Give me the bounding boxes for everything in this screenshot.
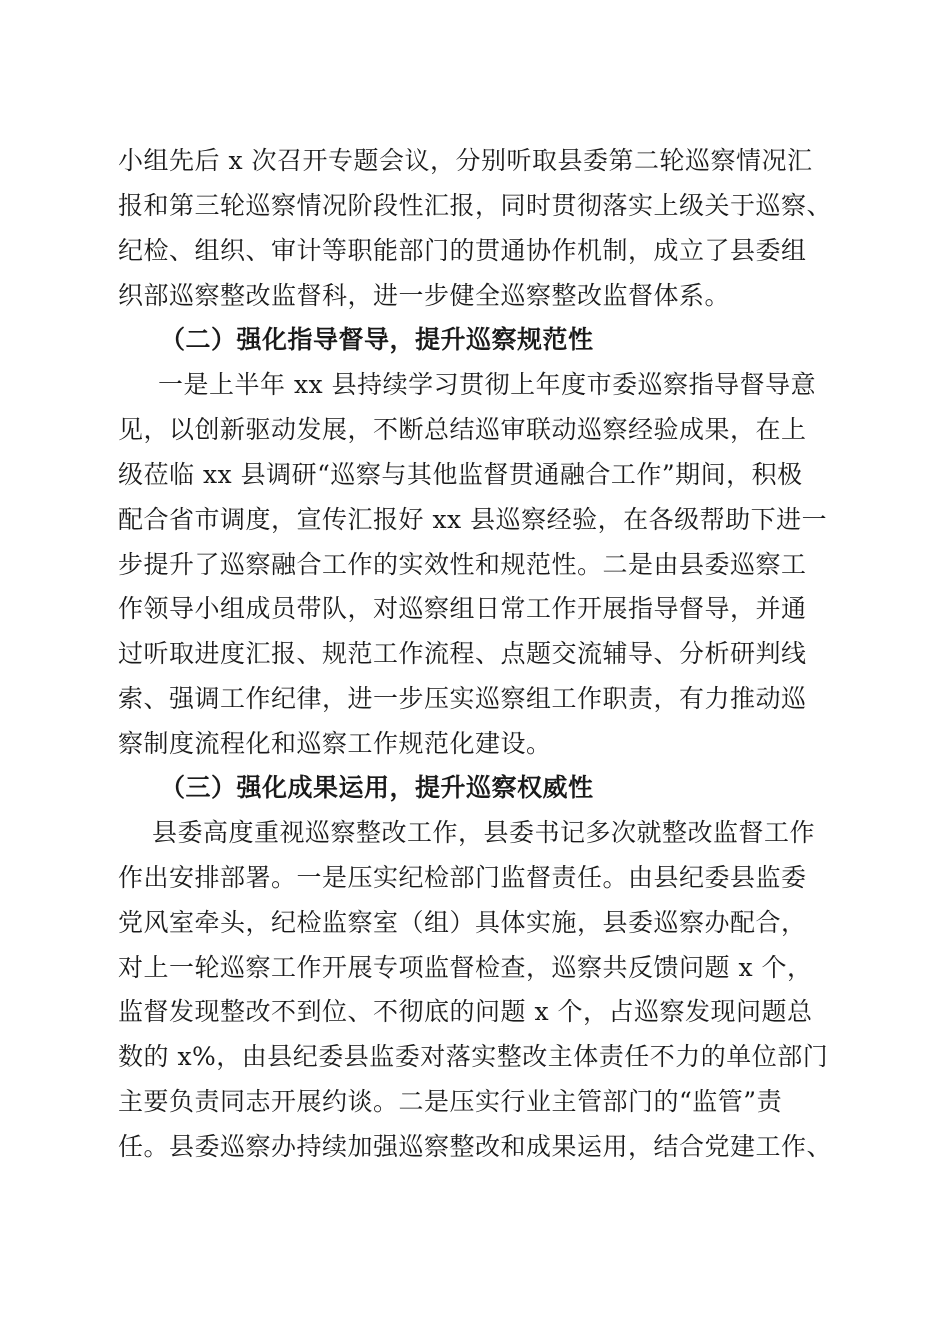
text-line: 级莅临 xx 县调研“巡察与其他监督贯通融合工作”期间，积极 xyxy=(118,460,803,489)
text-line: 察制度流程化和巡察工作规范化建设。 xyxy=(118,729,552,758)
text-line: 配合省市调度，宣传汇报好 xx 县巡察经验，在各级帮助下进一 xyxy=(118,505,828,534)
text-line: 步提升了巡察融合工作的实效性和规范性。二是由县委巡察工 xyxy=(118,550,807,579)
text-line: 县委高度重视巡察整改工作，县委书记多次就整改监督工作 xyxy=(152,818,816,847)
text-line: 数的 x%，由县纪委县监委对落实整改主体责任不力的单位部门 xyxy=(118,1042,829,1071)
text-line: 纪检、组织、审计等职能部门的贯通协作机制，成立了县委组 xyxy=(118,236,807,265)
text-line: 对上一轮巡察工作开展专项监督检查，巡察共反馈问题 x 个， xyxy=(118,953,813,982)
section-heading-3: （三）强化成果运用，提升巡察权威性 xyxy=(160,773,594,802)
text-line: 见，以创新驱动发展，不断总结巡审联动巡察经验成果，在上 xyxy=(118,415,807,444)
text-line: 报和第三轮巡察情况阶段性汇报，同时贯彻落实上级关于巡察、 xyxy=(118,191,833,220)
section-heading-2: （二）强化指导督导，提升巡察规范性 xyxy=(160,325,594,354)
text-line: 主要负责同志开展约谈。二是压实行业主管部门的“监管”责 xyxy=(118,1087,783,1116)
text-line: 作领导小组成员带队，对巡察组日常工作开展指导督导，并通 xyxy=(118,594,807,623)
text-line: 索、强调工作纪律，进一步压实巡察组工作职责，有力推动巡 xyxy=(118,684,807,713)
text-line: 监督发现整改不到位、不彻底的问题 x 个，占巡察发现问题总 xyxy=(118,997,813,1026)
text-line: 小组先后 x 次召开专题会议，分别听取县委第二轮巡察情况汇 xyxy=(118,146,813,175)
text-line: 一是上半年 xx 县持续学习贯彻上年度市委巡察指导督导意 xyxy=(158,370,817,399)
text-line: 过听取进度汇报、规范工作流程、点题交流辅导、分析研判线 xyxy=(118,639,807,668)
text-line: 织部巡察整改监督科，进一步健全巡察整改监督体系。 xyxy=(118,281,731,310)
text-line: 任。县委巡察办持续加强巡察整改和成果运用，结合党建工作、 xyxy=(118,1132,833,1161)
text-line: 作出安排部署。一是压实纪检部门监督责任。由县纪委县监委 xyxy=(118,863,807,892)
text-line: 党风室牵头，纪检监察室（组）具体实施，县委巡察办配合， xyxy=(118,908,807,937)
